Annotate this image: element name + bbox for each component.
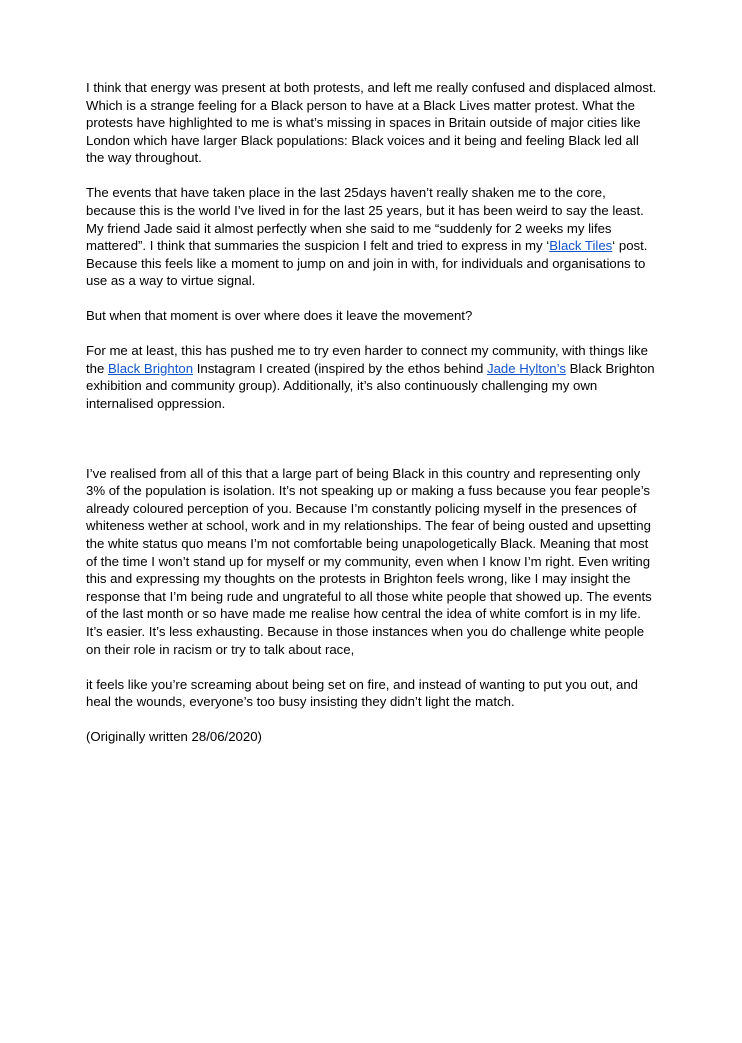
- paragraph-text: For me at least, this has pushed me to try even harder to connect my community, with things like the: [86, 343, 648, 376]
- document-page: [86, 79, 658, 763]
- paragraph-text: The events that have taken place in the last 25days haven’t really shaken me to the core, because this is the world I’ve lived in for the last 25 years, but it has been weird to say the least. My friend Jade said it almost perfectly when she said to me “suddenly for 2 weeks my lifes mattered”. I think that summaries the suspicion I felt and tried to express in my ‘: [86, 185, 644, 254]
- paragraph-text: ‘ post. Because this feels like a moment to jump on and join in with, for individuals and organisations to use as a way to virtue signal.: [86, 238, 648, 289]
- paragraph-last-25-days: [86, 184, 658, 290]
- paragraph-text: Black Brighton exhibition and community group). Additionally, it’s also continuously challenging my own internalised oppression.: [86, 360, 655, 412]
- black-tiles-link[interactable]: Black Tiles: [549, 238, 613, 254]
- paragraph-movement-question: But when that moment is over where does it leave the movement?: [86, 308, 473, 324]
- paragraph-set-on-fire: it feels like you’re screaming about being set on fire, and instead of wanting to put you out, and heal the wounds, everyone’s too busy insisting they didn’t light the match.: [86, 676, 639, 710]
- paragraph-isolation: I’ve realised from all of this that a large part of being Black in this country and representing only 3% of the population is isolation. It’s not speaking up or making a fuss because you fear people’s already coloured perception of you. Because I’m constantly policing myself in the presences of whiteness wether at school, work and in my relationships. The fear of being ousted and upsetting the white status quo means I’m not comfortable being unapologetically Black. Meaning that most of the time I won’t stand up for myself or my community, even when I know I’m right. Even writing this and expressing my thoughts on the protests in Brighton feels wrong, like I may insight the response that I’m being rude and ungrateful to all those white people that showed up. The events of the last month or so have made me realise how central the idea of white comfort is in my life. It’s easier. It’s less exhausting. Because in those instances when you do challenge white people on their role in racism or try to talk about race,: [86, 465, 652, 657]
- jade-hylton-link[interactable]: Jade Hylton’s: [487, 360, 566, 376]
- paragraph-community: [86, 342, 658, 412]
- paragraph-text: Instagram I created (inspired by the ethos behind: [193, 360, 487, 376]
- black-brighton-link[interactable]: Black Brighton: [108, 360, 194, 376]
- originally-written-note: (Originally written 28/06/2020): [86, 729, 262, 745]
- paragraph-energy-protests: I think that energy was present at both protests, and left me really confused and displaced almost. Which is a strange feeling for a Black person to have at a Black Lives matter protest. What the protests have highlighted to me is what’s missing in spaces in Britain outside of major cities like London which have larger Black populations: Black voices and it being and feeling Black led all the way throughout.: [86, 80, 657, 166]
